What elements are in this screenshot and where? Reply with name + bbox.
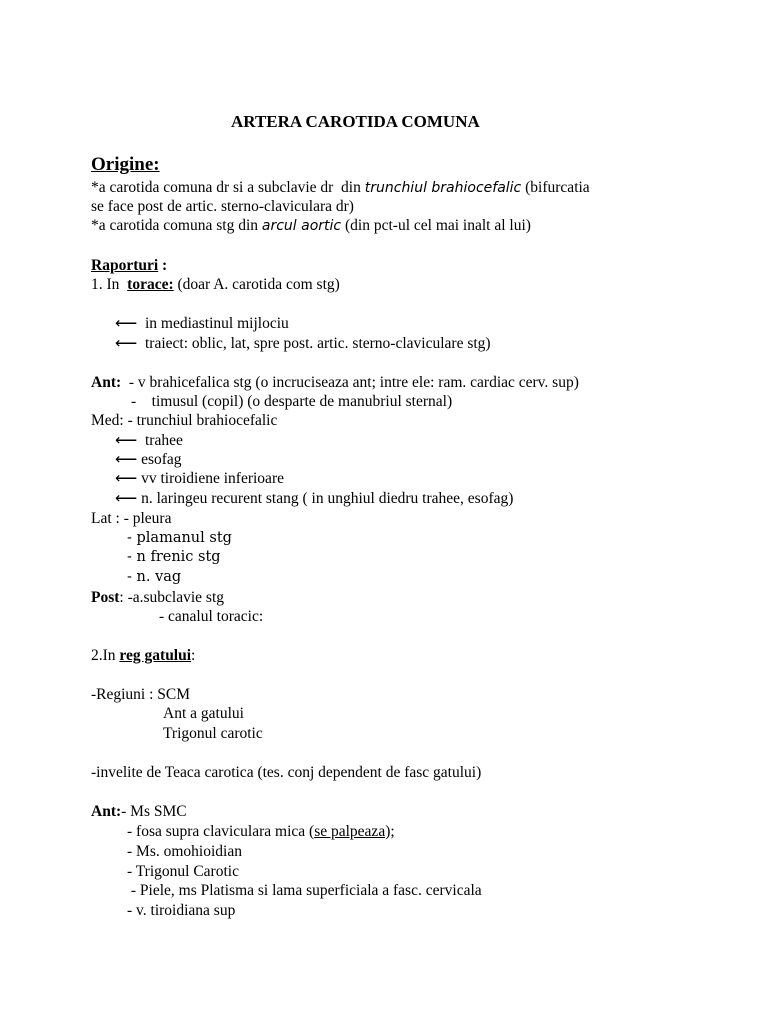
text: : [191, 647, 196, 664]
origine-line-3 [91, 216, 531, 236]
med-line-1 [91, 411, 277, 430]
post-line-2: - canalul toracic: [159, 608, 264, 625]
text: - trunchiul brahiocefalic [123, 412, 278, 429]
text: *a carotida comuna stg din [91, 217, 262, 234]
italic-term: trunchiul brahiocefalic [364, 180, 522, 196]
italic-term: arcul aortic [261, 218, 342, 234]
ant2-line-6: - v. tiroidiana sup [127, 902, 236, 919]
text: *a carotida comuna dr si a subclavie dr din [91, 179, 365, 196]
text: - v brahicefalica stg (o incruciseaza ant; intre ele: ram. cardiac cerv. sup) [121, 374, 579, 391]
raporturi-heading [91, 256, 167, 275]
invelite-line: -invelite de Teaca carotica (tes. conj dependent de fasc gatului) [91, 764, 482, 781]
post-line-1 [91, 588, 224, 607]
gat-heading [91, 646, 195, 665]
med-line-4: ⟵ vv tiroidiene inferioare [115, 470, 284, 487]
text: - Ms SMC [121, 803, 187, 820]
lat-line-1: Lat : - pleura [91, 510, 172, 527]
ant2-line-5: - Piele, ms Platisma si lama superficiala a fasc. cervicala [127, 882, 482, 899]
gat-term: reg gatului [119, 647, 192, 664]
torace-line [91, 275, 340, 294]
heading-text: Raporturi [91, 257, 159, 274]
regiuni-line-3: Trigonul carotic [163, 725, 263, 742]
post-label: Post [91, 589, 120, 606]
ant2-label: Ant: [91, 803, 122, 820]
ant2-line-2 [127, 822, 395, 841]
med-line-5: ⟵ n. laringeu recurent stang ( in unghiul diedru trahee, esofag) [115, 490, 514, 507]
traiect-line: ⟵ traiect: oblic, lat, spre post. artic. sterno-claviculare stg) [115, 335, 491, 352]
ant2-line-4: - Trigonul Carotic [127, 863, 239, 880]
ant-line-1 [91, 373, 579, 392]
underlined-text: se palpeaza); [314, 823, 395, 840]
regiuni-line-2: Ant a gatului [163, 705, 244, 722]
text: (doar A. carotida com stg) [173, 276, 340, 293]
text: (din pct-ul cel mai inalt al lui) [341, 217, 531, 234]
ant2-line-1 [91, 802, 187, 821]
lat-line-3: - n frenic stg [127, 549, 221, 565]
torace-term: torace: [127, 276, 174, 293]
ant2-line-3: - Ms. omohioidian [127, 843, 242, 860]
mediastin-line: ⟵ in mediastinul mijlociu [115, 315, 289, 332]
med-line-2: ⟵ trahee [115, 432, 183, 449]
text: : -a.subclavie stg [119, 589, 225, 606]
document-title: ARTERA CAROTIDA COMUNA [231, 112, 480, 131]
origine-line-2: se face post de artic. sterno-claviculara dr) [91, 198, 354, 215]
regiuni-line-1: -Regiuni : SCM [91, 686, 191, 703]
origine-heading: Origine: [91, 154, 160, 175]
lat-line-4: - n. vag [127, 569, 182, 585]
text: (bifurcatia [521, 179, 590, 196]
text: 2.In [91, 647, 120, 664]
med-line-3: ⟵ esofag [115, 451, 182, 468]
ant-label: Ant: [91, 374, 122, 391]
med-label: Med: [91, 412, 124, 429]
lat-line-2: - plamanul stg [127, 530, 232, 546]
origine-line-1 [91, 178, 590, 198]
ant-line-2: - timusul (copil) (o desparte de manubriul sternal) [131, 393, 453, 410]
text: - fosa supra claviculara mica ( [127, 823, 315, 840]
heading-suffix: : [158, 257, 168, 274]
text: 1. In [91, 276, 128, 293]
